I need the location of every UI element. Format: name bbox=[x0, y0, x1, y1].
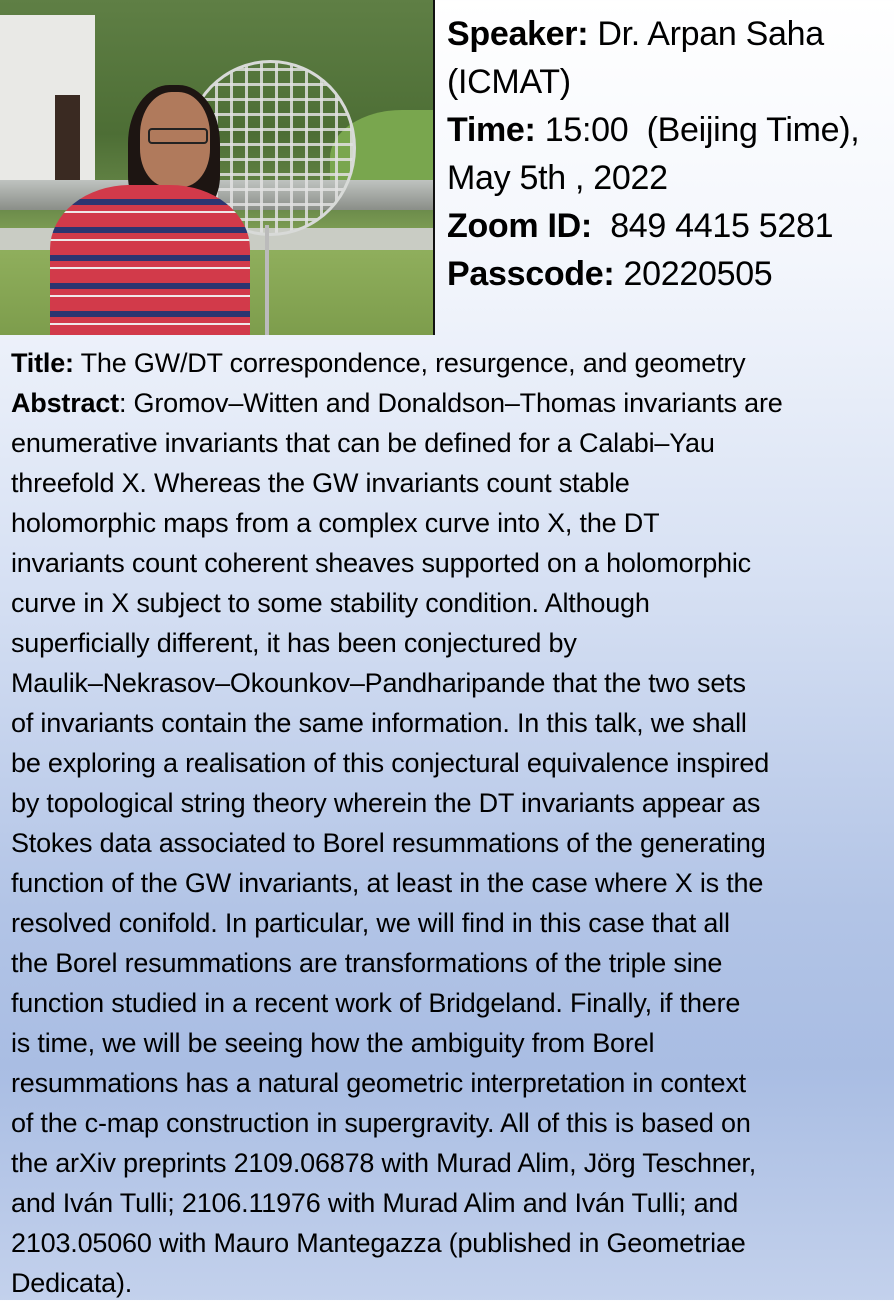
abstract-first-line: Abstract: Gromov–Witten and Donaldson–Thomas invariants are bbox=[11, 388, 783, 418]
speaker-glasses bbox=[148, 128, 208, 144]
affiliation: (ICMAT) bbox=[447, 63, 571, 101]
abstract-line: resolved conifold. In particular, we will find in this case that all bbox=[11, 908, 730, 938]
passcode-line: Passcode: 20220505 bbox=[447, 255, 773, 293]
abstract-line: by topological string theory wherein the DT invariants appear as bbox=[11, 788, 761, 818]
time-line: Time: 15:00 (Beijing Time), bbox=[447, 111, 860, 149]
abstract-line: enumerative invariants that can be defined for a Calabi–Yau bbox=[11, 428, 715, 458]
abstract-line: threefold X. Whereas the GW invariants count stable bbox=[11, 468, 630, 498]
abstract-line: 2103.05060 with Mauro Mantegazza (published in Geometriae bbox=[11, 1228, 746, 1258]
building bbox=[0, 15, 95, 200]
abstract-line: Dedicata). bbox=[11, 1268, 133, 1298]
abstract-line: is time, we will be seeing how the ambiguity from Borel bbox=[11, 1028, 655, 1058]
abstract-line: superficially different, it has been conjectured by bbox=[11, 628, 577, 658]
abstract-line: of the c-map construction in supergravity. All of this is based on bbox=[11, 1108, 751, 1138]
abstract-block bbox=[11, 343, 891, 1303]
speaker-shirt bbox=[50, 185, 250, 335]
abstract-line: resummations has a natural geometric interpretation in context bbox=[11, 1068, 746, 1098]
abstract-line: be exploring a realisation of this conjectural equivalence inspired bbox=[11, 748, 770, 778]
divider bbox=[433, 0, 435, 335]
date: May 5th , 2022 bbox=[447, 159, 668, 197]
abstract-line: holomorphic maps from a complex curve into X, the DT bbox=[11, 508, 660, 538]
talk-info bbox=[447, 10, 859, 298]
abstract-line: invariants count coherent sheaves supported on a holomorphic bbox=[11, 548, 751, 578]
abstract-line: function of the GW invariants, at least in the case where X is the bbox=[11, 868, 764, 898]
abstract-line: and Iván Tulli; 2106.11976 with Murad Alim and Iván Tulli; and bbox=[11, 1188, 739, 1218]
sculpture-pole bbox=[265, 225, 269, 335]
abstract-line: Maulik–Nekrasov–Okounkov–Pandharipande that the two sets bbox=[11, 668, 746, 698]
abstract-line: Stokes data associated to Borel resummations of the generating bbox=[11, 828, 766, 858]
abstract-line: the arXiv preprints 2109.06878 with Murad Alim, Jörg Teschner, bbox=[11, 1148, 757, 1178]
abstract-line: the Borel resummations are transformations of the triple sine bbox=[11, 948, 723, 978]
abstract-line: function studied in a recent work of Bridgeland. Finally, if there bbox=[11, 988, 741, 1018]
abstract-line: of invariants contain the same information. In this talk, we shall bbox=[11, 708, 747, 738]
zoom-line: Zoom ID: 849 4415 5281 bbox=[447, 207, 834, 245]
abstract-line: curve in X subject to some stability condition. Although bbox=[11, 588, 650, 618]
title-line: Title: The GW/DT correspondence, resurgence, and geometry bbox=[11, 348, 746, 378]
speaker-photo bbox=[0, 0, 433, 335]
speaker-line: Speaker: Dr. Arpan Saha bbox=[447, 15, 824, 53]
